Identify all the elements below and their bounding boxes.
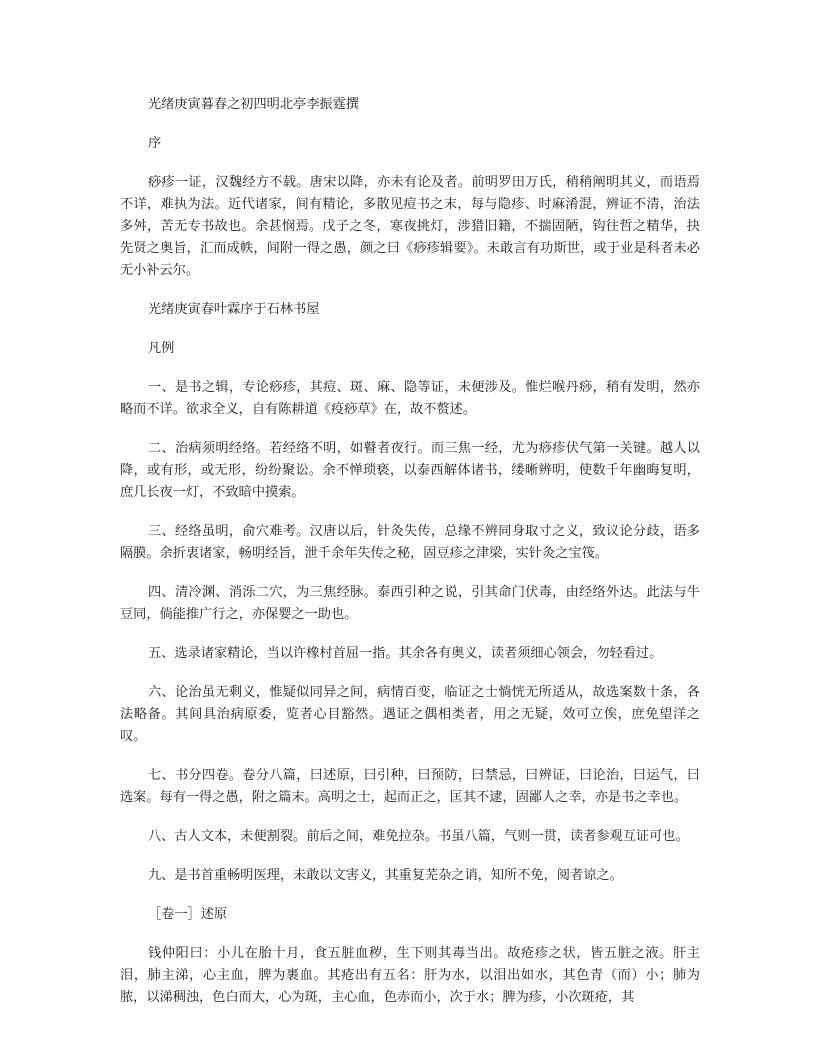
fanli-item-4: 四、清冷渊、消泺二穴，为三焦经脉。泰西引种之说，引其命门伏毒，由经络外达。此法与牛豆同，倘能推广行之，亦保婴之一助也。	[120, 585, 700, 622]
fanli-item-1: 一、是书之辑，专论痧疹，其痘、斑、麻、隐等证，未便涉及。惟烂喉丹痧，稍有发明，然亦略而不详。欲求全义，自有陈耕道《疫痧草》在，故不赘述。	[120, 380, 700, 417]
heading-preface: 序	[148, 136, 162, 151]
fanli-item-9: 九、是书首重畅明医理，未敢以文害义，其重复芜杂之诮，知所不免，阅者谅之。	[148, 868, 623, 883]
preface-paragraph: 痧疹一证，汉魏经方不载。唐宋以降，亦未有论及者。前明罗田万氏，稍稍阐明其义，而语焉不详，难执为法。近代诸家，间有精论，多散见痘书之末，每与隐疹、时麻淆混，辨证不清，治法多舛，苦无专书故也。余甚悯焉。戊子之冬，寒夜挑灯，涉猎旧籍，不揣固陋，钩往哲之精华，抉先贤之奥旨，汇而成帙，间附一得之愚，颜之曰《痧疹辑要》。未敢言有功斯世，或于业是科者未必无小补云尔。	[120, 175, 700, 278]
byline-ye-lin: 光绪庚寅春叶霖序于石林书屋	[148, 302, 320, 317]
body-paragraph: 钱仲阳曰：小儿在胎十月，食五脏血秽，生下则其毒当出。故疮疹之状，皆五脏之液。肝主泪，肺主涕，心主血，脾为裹血。其疮出有五名：肝为水，以泪出如水，其色青（而）小；肺为脓，以涕稠浊，色白而大，心为斑，主心血，色赤而小，次于水；脾为疹，小次斑疮，其	[120, 946, 700, 1005]
fanli-item-6: 六、论治虽无剩义，惟疑似同异之间，病情百变，临证之士惝恍无所适从，故选案数十条，各法略备。其间具治病原委，览者心目豁然。遇证之偶相类者，用之无疑，效可立俟，庶免望洋之叹。	[120, 685, 700, 744]
fanli-item-7: 七、书分四卷。卷分八篇，曰述原，曰引种，曰预防，曰禁忌，曰辨证，曰论治，曰运气，曰选案。每有一得之愚，附之篇末。高明之士，起而正之，匡其不逮，固鄙人之幸，亦是书之幸也。	[120, 768, 700, 805]
fanli-item-8: 八、古人文本，未便割裂。前后之间，难免拉杂。书虽八篇，气则一贯，读者参观互证可也。	[148, 829, 689, 844]
heading-volume-1: ［卷一］述原	[148, 907, 228, 922]
fanli-item-3: 三、经络虽明，俞穴难考。汉唐以后，针灸失传，总缘不辨同身取寸之义，致议论分歧，语多隔膜。余折衷诸家，畅明经旨，泄千余年失传之秘，固豆疹之津梁，实针灸之宝筏。	[120, 524, 700, 561]
document-page	[120, 94, 700, 1026]
fanli-item-5: 五、选录诸家精论，当以许橡村首屈一指。其余各有奥义，读者须细心领会，勿轻看过。	[148, 646, 663, 661]
byline-preface: 光绪庚寅暮春之初四明北亭李振霆撰	[148, 97, 359, 112]
fanli-item-2: 二、治病须明经络。若经络不明，如瞽者夜行。而三焦一经，尤为痧疹伏气第一关键。越人以降，或有形，或无形，纷纷聚讼。余不惮琐亵，以泰西解体诸书，缕晰辨明，使数千年幽晦复明，庶几长夜一灯，不致暗中摸索。	[120, 441, 700, 500]
heading-fanli: 凡例	[148, 341, 175, 356]
